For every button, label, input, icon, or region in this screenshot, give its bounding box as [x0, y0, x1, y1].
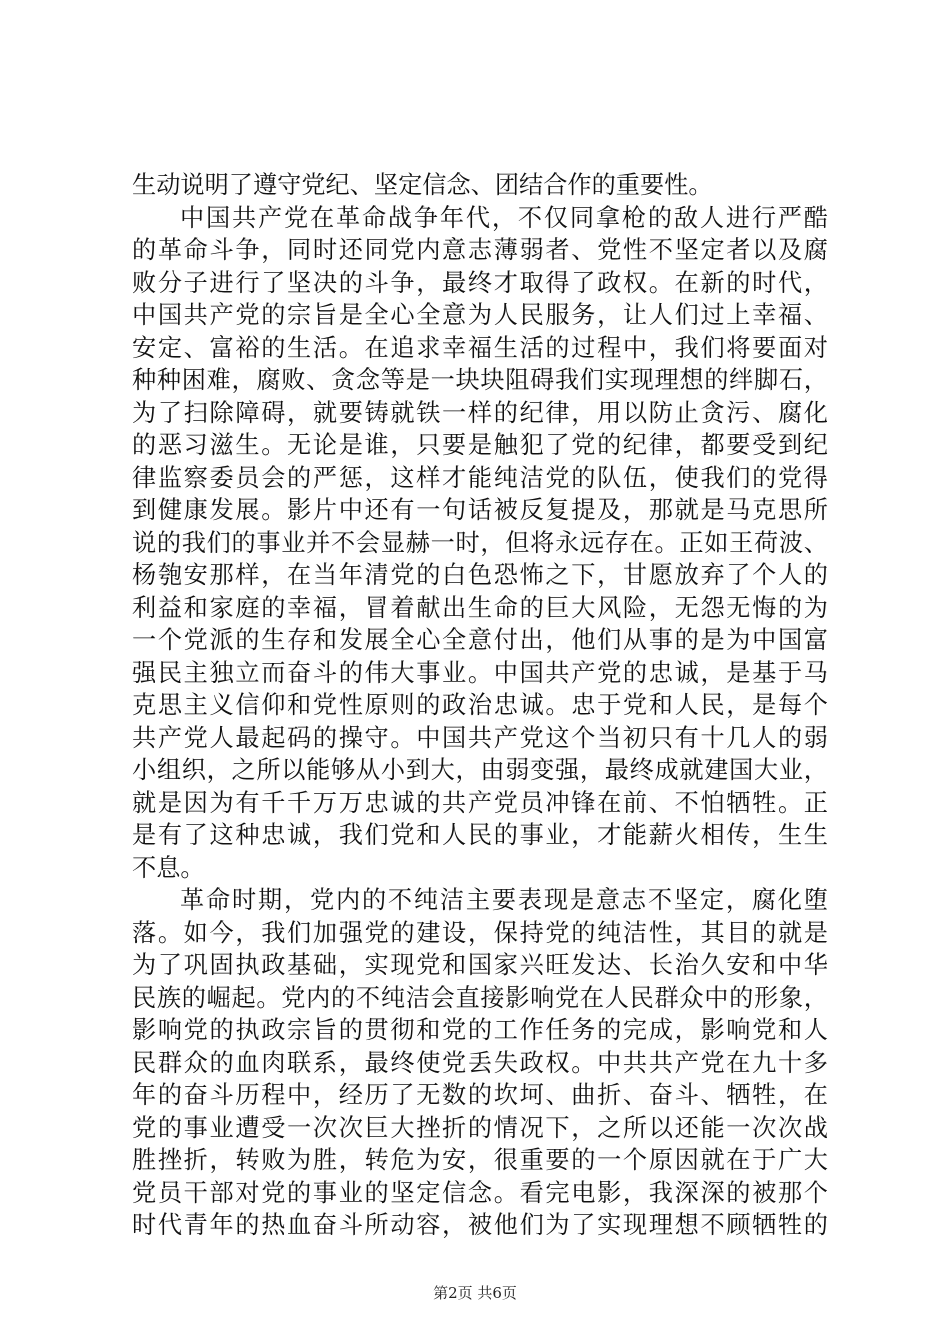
text-line: 一个党派的生存和发展全心全意付出，他们从事的是为中国富	[132, 626, 828, 654]
text-line: 生动说明了遵守党纪、坚定信念、团结合作的重要性。	[132, 171, 713, 199]
text-line: 影响党的执政宗旨的贯彻和党的工作任务的完成，影响党和人	[132, 1016, 828, 1044]
text-line: 为了巩固执政基础，实现党和国家兴旺发达、长治久安和中华	[132, 951, 828, 979]
text-line: 败分子进行了坚决的斗争，最终才取得了政权。在新的时代，	[132, 268, 828, 297]
text-line: 民族的崛起。党内的不纯洁会直接影响党在人民群众中的形象，	[132, 983, 828, 1012]
text-line: 民群众的血肉联系，最终使党丢失政权。中共共产党在九十多	[132, 1048, 828, 1077]
text-line: 就是因为有千千万万忠诚的共产党员冲锋在前、不怕牺牲。正	[132, 788, 828, 817]
text-line: 说的我们的事业并不会显赫一时，但将永远存在。正如王荷波、	[132, 528, 828, 557]
text-line: 共产党人最起码的操守。中国共产党这个当初只有十几人的弱	[132, 723, 828, 752]
text-line: 为了扫除障碍，就要铸就铁一样的纪律，用以防止贪污、腐化	[132, 398, 828, 427]
text-line: 到健康发展。影片中还有一句话被反复提及，那就是马克思所	[132, 496, 828, 524]
text-line: 时代青年的热血奋斗所动容，被他们为了实现理想不顾牺牲的	[132, 1211, 828, 1239]
text-line: 中国共产党在革命战争年代，不仅同拿枪的敌人进行严酷	[180, 203, 828, 232]
text-line: 革命时期，党内的不纯洁主要表现是意志不坚定，腐化堕	[180, 886, 828, 914]
text-line: 胜挫折，转败为胜，转危为安，很重要的一个原因就在于广大	[132, 1146, 828, 1174]
text-line: 落。如今，我们加强党的建设，保持党的纯洁性，其目的就是	[132, 918, 828, 947]
text-line: 党员干部对党的事业的坚定信念。看完电影，我深深的被那个	[132, 1178, 828, 1207]
text-line: 安定、富裕的生活。在追求幸福生活的过程中，我们将要面对	[132, 333, 828, 362]
text-line: 强民主独立而奋斗的伟大事业。中国共产党的忠诚，是基于马	[132, 658, 828, 687]
text-line: 利益和家庭的幸福，冒着献出生命的巨大风险，无怨无悔的为	[132, 593, 828, 622]
paragraph	[132, 169, 828, 202]
paragraph	[132, 884, 828, 1242]
text-line: 不息。	[132, 853, 205, 882]
text-line: 克思主义信仰和党性原则的政治忠诚。忠于党和人民，是每个	[132, 691, 828, 719]
text-line: 的革命斗争，同时还同党内意志薄弱者、党性不坚定者以及腐	[132, 236, 828, 264]
text-line: 律监察委员会的严惩，这样才能纯洁党的队伍，使我们的党得	[132, 463, 828, 492]
page-number-label: 第2页 共6页	[433, 1284, 517, 1302]
paragraph	[132, 202, 828, 885]
text-line: 杨匏安那样，在当年清党的白色恐怖之下，甘愿放弃了个人的	[132, 561, 828, 589]
text-line: 小组织，之所以能够从小到大，由弱变强，最终成就建国大业，	[132, 756, 828, 784]
document-body	[132, 169, 828, 1242]
text-line: 党的事业遭受一次次巨大挫折的情况下，之所以还能一次次战	[132, 1113, 828, 1142]
page-footer	[0, 1283, 950, 1303]
text-line: 种种困难，腐败、贪念等是一块块阻碍我们实现理想的绊脚石，	[132, 366, 828, 394]
text-line: 年的奋斗历程中，经历了无数的坎坷、曲折、奋斗、牺牲，在	[132, 1081, 828, 1109]
text-line: 的恶习滋生。无论是谁，只要是触犯了党的纪律，都要受到纪	[132, 431, 828, 459]
text-line: 中国共产党的宗旨是全心全意为人民服务，让人们过上幸福、	[132, 301, 828, 329]
text-line: 是有了这种忠诚，我们党和人民的事业，才能薪火相传，生生	[132, 821, 828, 849]
